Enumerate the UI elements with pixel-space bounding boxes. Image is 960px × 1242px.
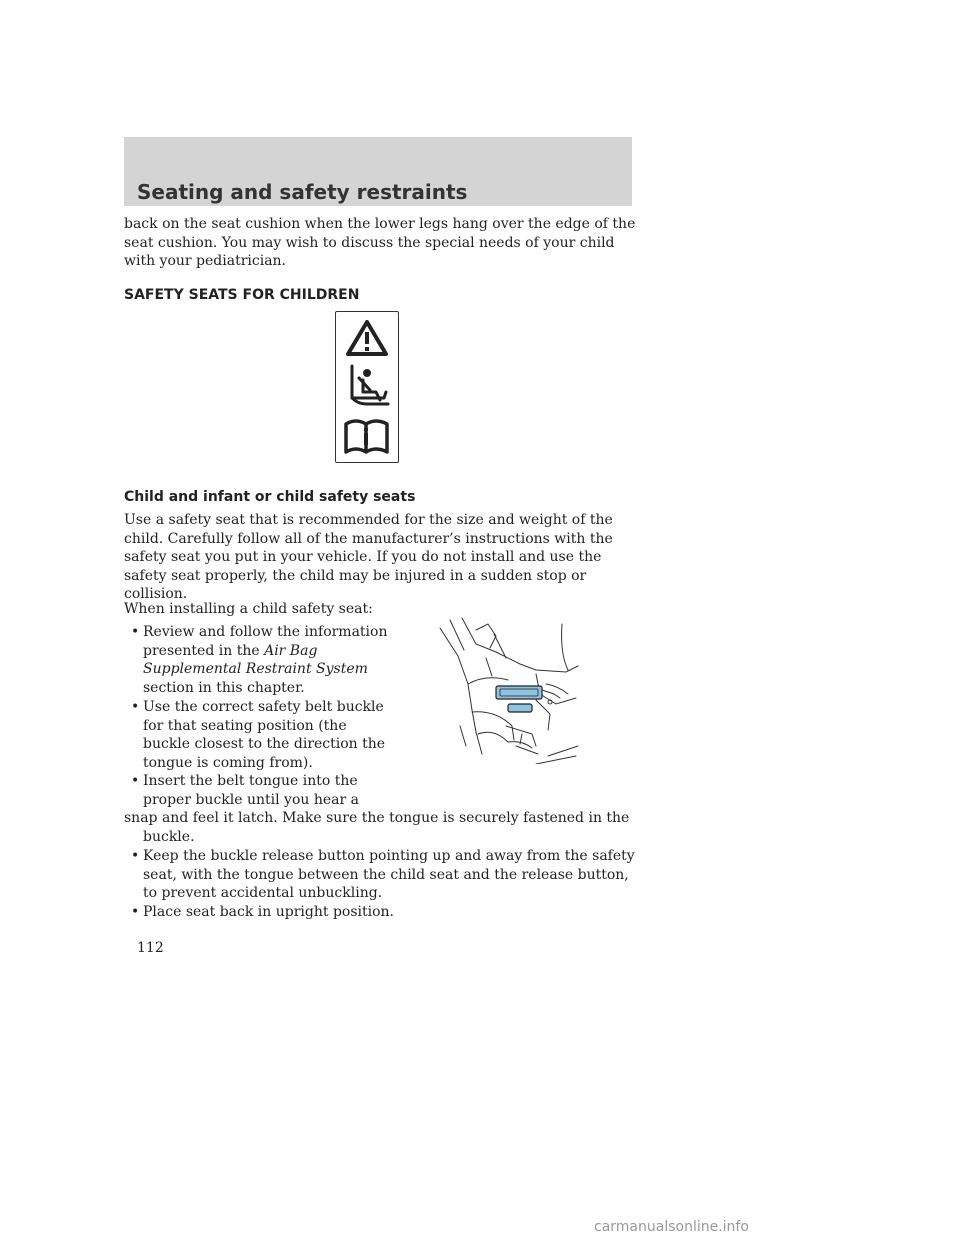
text-line: Insert the belt tongue into the — [143, 773, 358, 789]
bullet-dot: • — [131, 848, 140, 864]
text-line: buckle closest to the direction the — [143, 736, 386, 753]
body-paragraph — [124, 511, 613, 604]
text-line: seat cushion. You may wish to discuss the special needs of your child — [124, 234, 615, 251]
text-line: back on the seat cushion when the lower legs hang over the edge of the — [124, 216, 636, 232]
text-line: proper buckle until you hear a — [143, 791, 359, 808]
list-item — [131, 698, 386, 772]
buckle-illustration — [436, 614, 586, 768]
text-line: Keep the buckle release button pointing up and away from the safety — [143, 848, 635, 864]
italic-text: Air Bag — [264, 642, 318, 659]
text-line: Place seat back in upright position. — [143, 904, 394, 920]
text-line: safety seat properly, the child may be injured in a sudden stop or — [124, 567, 587, 584]
text-line: presented in the — [143, 642, 265, 659]
bullet-dot: • — [131, 773, 140, 789]
manual-book-icon — [346, 421, 387, 452]
text-line: section in this chapter. — [143, 679, 305, 696]
text-line: Review and follow the information — [143, 624, 388, 640]
tongue-highlight — [508, 704, 532, 712]
buckle-highlight — [496, 686, 542, 699]
text-line: seat, with the tongue between the child seat and the release button, — [143, 866, 629, 883]
text-line: to prevent accidental unbuckling. — [143, 885, 383, 902]
italic-text: Supplemental Restraint System — [143, 661, 368, 678]
bullet-dot: • — [131, 904, 140, 920]
page-number: 112 — [137, 940, 164, 956]
subheading: Child and infant or child safety seats — [124, 489, 416, 505]
seat-buckle-drawing — [436, 614, 586, 764]
safety-symbols — [336, 312, 397, 461]
install-intro: When installing a child safety seat: — [124, 601, 373, 617]
bullet-dot: • — [131, 624, 140, 640]
text-line: Use the correct safety belt buckle — [143, 699, 384, 715]
child-seat-icon — [352, 366, 388, 404]
safety-symbol-box — [335, 311, 399, 463]
text-line: snap and feel it latch. Make sure the tongue is securely fastened in the — [124, 810, 630, 827]
bullet-dot: • — [131, 699, 140, 715]
watermark: carmanualsonline.info — [594, 1219, 749, 1235]
page-title: Seating and safety restraints — [137, 180, 468, 204]
text-line: collision. — [124, 586, 188, 603]
text-line: child. Carefully follow all of the manufacturer’s instructions with the — [124, 530, 613, 547]
text-line: safety seat you put in your vehicle. If you do not install and use the — [124, 549, 602, 566]
text-line: with your pediatrician. — [124, 253, 287, 270]
list-item — [131, 847, 635, 903]
section-heading: SAFETY SEATS FOR CHILDREN — [124, 287, 360, 303]
list-item — [131, 903, 394, 922]
text-line: tongue is coming from). — [143, 754, 313, 771]
warning-triangle-icon — [348, 322, 386, 354]
text-line: for that seating position (the — [143, 717, 347, 734]
list-item — [124, 772, 630, 846]
list-item — [131, 623, 388, 697]
intro-paragraph — [124, 215, 635, 271]
text-line: buckle. — [143, 828, 195, 845]
text-line: Use a safety seat that is recommended for the size and weight of the — [124, 512, 613, 528]
